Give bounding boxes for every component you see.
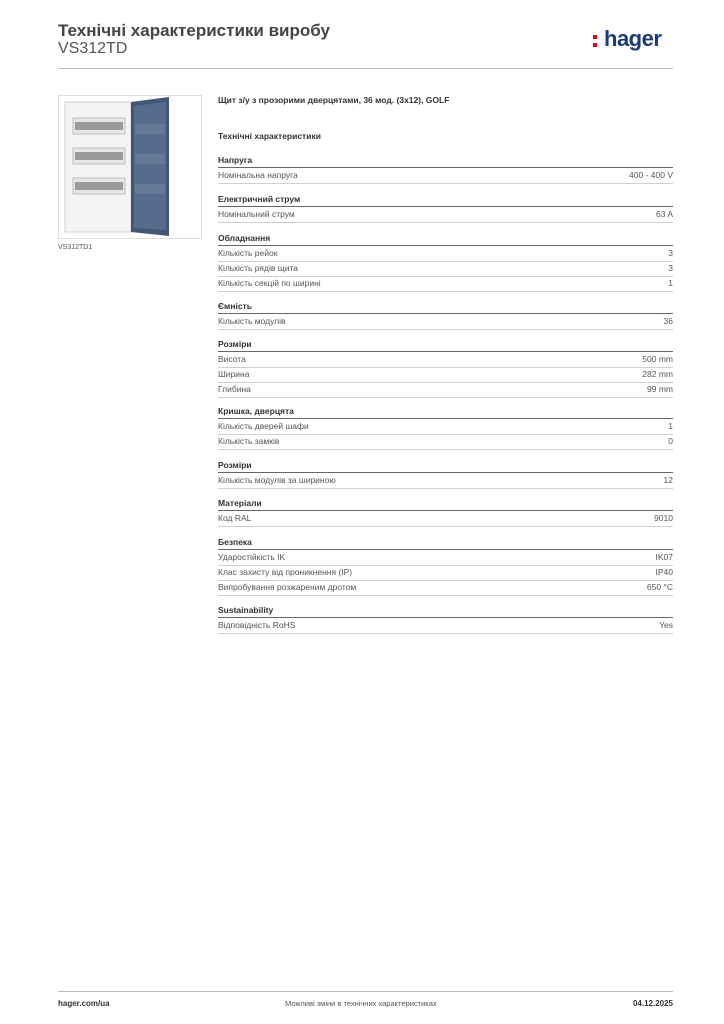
spec-row [218, 581, 673, 595]
spec-value: 1 [668, 278, 673, 288]
spec-label: Висота [218, 354, 246, 364]
group-title: Матеріали [218, 498, 262, 508]
spec-label: Кількість дверей шафи [218, 421, 309, 431]
spec-label: Кількість модулів [218, 316, 286, 326]
spec-label: Випробування розжареним дротом [218, 582, 357, 592]
spec-label: Ударостійкість IK [218, 552, 286, 562]
spec-row [218, 619, 673, 633]
spec-value: 650 °C [646, 582, 673, 592]
image-caption: VS312TD1 [58, 244, 93, 251]
group-title: Напруга [218, 155, 253, 165]
spec-row [218, 315, 673, 329]
spec-row [218, 566, 673, 580]
row-divider [218, 526, 673, 527]
group-title: Sustainability [218, 605, 274, 615]
row-divider [218, 329, 673, 330]
group-divider [218, 510, 673, 511]
spec-label: Клас захисту від проникнення (IP) [218, 567, 353, 577]
group-title: Безпека [218, 537, 252, 547]
spec-value: 1 [668, 421, 673, 431]
spec-row [218, 262, 673, 276]
spec-value: 99 mm [647, 384, 673, 394]
group-divider [218, 313, 673, 314]
spec-row [218, 383, 673, 397]
row-divider [218, 449, 673, 450]
spec-row [218, 512, 673, 526]
footer-notice: Можливі зміни в технічних характеристиках [285, 999, 437, 1008]
spec-value: 12 [663, 475, 673, 485]
spec-value: IP40 [655, 567, 673, 577]
spec-value: 500 mm [642, 354, 673, 364]
spec-value: 400 - 400 V [629, 170, 673, 180]
spec-value: 3 [668, 248, 673, 258]
spec-value: 282 mm [642, 369, 673, 379]
row-divider [218, 291, 673, 292]
group-title: Кришка, дверцята [218, 406, 294, 416]
spec-label: Відповідність RoHS [218, 620, 296, 630]
row-divider [218, 488, 673, 489]
header-divider [58, 68, 673, 69]
group-title: Електричний струм [218, 194, 301, 204]
footer-date: 04.12.2025 [632, 999, 673, 1008]
spec-row [218, 368, 673, 382]
spec-value: IK07 [655, 552, 673, 562]
spec-row [218, 474, 673, 488]
row-divider [218, 183, 673, 184]
spec-value: Yes [659, 620, 673, 630]
distribution-board-illustration [59, 96, 201, 238]
logo-text: hager [604, 26, 662, 51]
spec-row [218, 277, 673, 291]
group-divider [218, 617, 673, 618]
group-title: Розміри [218, 339, 252, 349]
page-title: Технічні характеристики виробу [58, 21, 330, 40]
group-divider [218, 167, 673, 168]
spec-label: Кількість замків [218, 436, 280, 446]
spec-label: Ширина [218, 369, 250, 379]
spec-value: 0 [668, 436, 673, 446]
spec-row [218, 551, 673, 565]
specs-heading: Технічні характеристики [218, 131, 321, 141]
product-image [58, 95, 202, 239]
group-divider [218, 206, 673, 207]
spec-value: 36 [663, 316, 673, 326]
group-divider [218, 549, 673, 550]
product-name: Щит з/у з прозорими дверцятами, 36 мод. (3x12), GOLF [218, 95, 450, 105]
logo-dots-icon [593, 35, 601, 51]
spec-label: Кількість модулів за шириною [218, 475, 336, 485]
spec-value: 63 A [655, 209, 673, 219]
group-title: Обладнання [218, 233, 271, 243]
spec-row [218, 247, 673, 261]
row-divider [218, 595, 673, 596]
spec-row [218, 435, 673, 449]
spec-row [218, 353, 673, 367]
spec-label: Номінальна напруга [218, 170, 298, 180]
spec-value: 3 [668, 263, 673, 273]
group-title: Розміри [218, 460, 252, 470]
footer-website: hager.com/ua [58, 999, 110, 1008]
spec-label: Глибина [218, 384, 251, 394]
spec-row [218, 208, 673, 222]
group-title: Ємність [218, 301, 252, 311]
spec-label: Кількість рейок [218, 248, 278, 258]
spec-label: Кількість секцій по ширині [218, 278, 321, 288]
spec-row [218, 420, 673, 434]
product-code: VS312TD [58, 40, 128, 57]
spec-label: Код RAL [218, 513, 252, 523]
row-divider [218, 222, 673, 223]
group-divider [218, 472, 673, 473]
group-divider [218, 351, 673, 352]
spec-value: 9010 [654, 513, 673, 523]
row-divider [218, 397, 673, 398]
row-divider [218, 633, 673, 634]
spec-label: Номінальний струм [218, 209, 295, 219]
footer-divider [58, 991, 673, 992]
spec-row [218, 169, 673, 183]
group-divider [218, 418, 673, 419]
spec-label: Кількість рядів щита [218, 263, 298, 273]
group-divider [218, 245, 673, 246]
hager-logo [593, 26, 673, 55]
